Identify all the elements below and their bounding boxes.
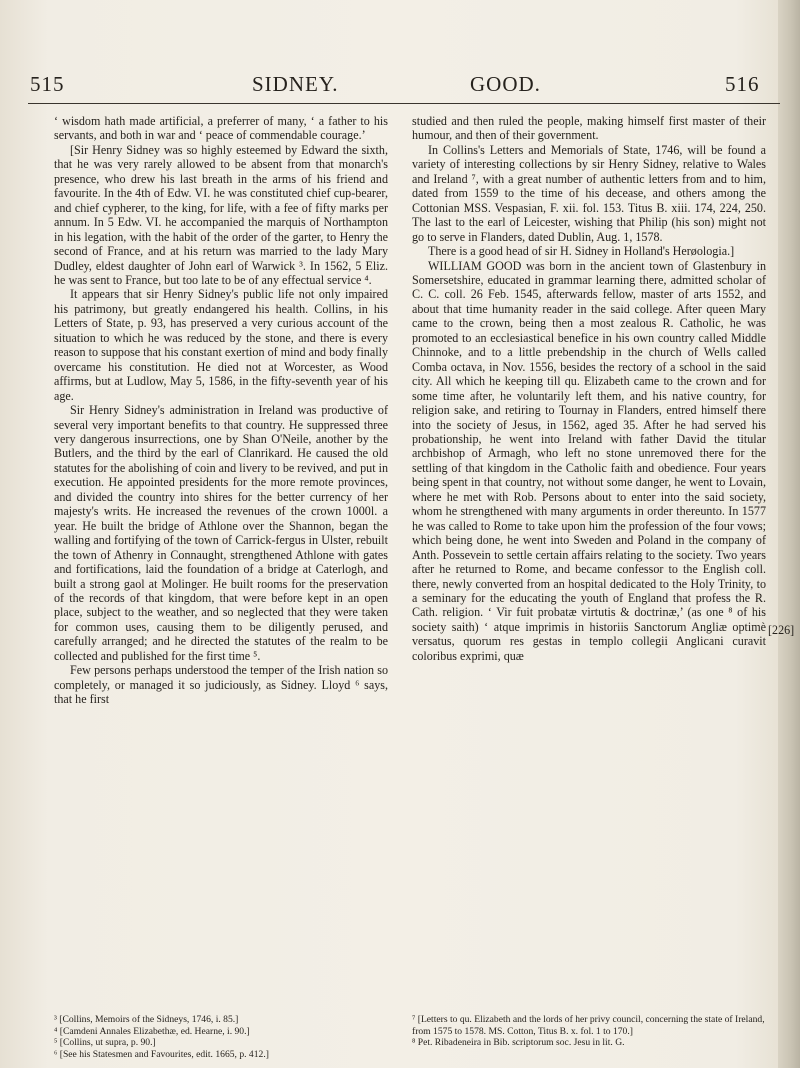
footnote: ⁵ [Collins, ut supra, p. 90.] (54, 1037, 156, 1049)
paragraph: Sir Henry Sidney's administration in Ireland was productive of several very important benefits to that country. He suppressed three very dangerous insurrections, one by Shan O'Neile, another by the Butlers, and the third by the earl of Clanrikard. He caused the old statutes for the abolishing of coin and livery to be revived, and put in execution. He appointed presidents for the more remote provinces, and divided the country into shires for the better currency of her majesty's writs. He increased the revenues of the crown 1000l. a year. He built the bridge of Athlone over the Shannon, began the walling and fortifying of the town of Carrick-fergus in Ulster, rebuilt the town of Athenry in Connaught, strengthened Athlone with gates and fortifications, laid the foundation of a bridge at Caterlogh, and built a strong gaol at Molinger. He built rooms for the preservation of the records of that kingdom, that were before kept in an open place, subject to the weather, and so neglected that they were taken for common uses, causing them to be diligently perused, and carefully arranged; and he directed the statutes of the realm to be collected and published for the first time ⁵. (54, 403, 388, 663)
page-number-left: 515 (30, 72, 65, 96)
paragraph: [Sir Henry Sidney was so highly esteemed by Edward the sixth, that he was very rarely allowed to be absent from that monarch's presence, who drew his last breath in the arms of his friend and favourite. In the 4th of Edw. VI. he was constituted chief cup-bearer, and chief cypherer, to the king, for life, with a fee of fifty marks per annum. In 5 Edw. VI. he accompanied the marquis of Northampton in his legation, with the habit of the order of the garter, to Henry the second of France, and at his return was married to the lady Mary Dudley, eldest daughter of John earl of Warwick ³. In 1562, 5 Eliz. he was sent to France, but too late to be of any effectual service ⁴. (54, 142, 388, 287)
page-number-right: 516 (725, 72, 760, 96)
running-header (0, 72, 800, 102)
footnotes-right (412, 1014, 766, 1049)
margin-page-reference: [226] (768, 623, 795, 637)
running-head-left: SIDNEY. (252, 72, 339, 96)
paragraph: It appears that sir Henry Sidney's public life not only impaired his patrimony, but greatly endangered his health. Collins, in his Letters of State, p. 93, has preserved a very curious account of the situation to which he was reduced by the stone, and there is every reason to suppose that his constant exertion of mind and body finally overcame his constitution. He died not at Worcester, as Wood affirms, but at Ludlow, May 5, 1586, in the fifty-seventh year of his age. (54, 287, 388, 403)
footnote: ⁷ [Letters to qu. Elizabeth and the lords of her privy council, concerning the state of Ireland, from 1575 to 1578. MS. Cotton, Titus B. x. fol. 1 to 170.] (412, 1014, 765, 1037)
footnotes-left (54, 1014, 388, 1060)
footnote: ³ [Collins, Memoirs of the Sidneys, 1746, i. 85.] (54, 1014, 239, 1025)
paragraph: There is a good head of sir H. Sidney in Holland's Herøologia.] (428, 244, 735, 259)
header-rule (28, 103, 780, 104)
paragraph: In Collins's Letters and Memorials of State, 1746, will be found a variety of interesting collections by sir Henry Sidney, relative to Wales and Ireland ⁷, with a great number of authentic letters from and to him, dated from 1559 to the time of his decease, and others among the Cottonian MSS. Vespasian, F. xii. fol. 153. Titus B. xiii. 174, 224, 250. The last to the earl of Leicester, wishing that Philip (his son) might not go to serve in Flanders, dated Dublin, Aug. 1, 1578. (412, 142, 766, 244)
footnote: ⁴ [Camdeni Annales Elizabethæ, ed. Hearne, i. 90.] (54, 1025, 250, 1037)
paragraph: WILLIAM GOOD was born in the ancient town of Glastenbury in Somersetshire, educated in grammar learning there, admitted scholar of C. C. coll. 26 Feb. 1545, afterwards fellow, master of arts 1552, and about that time humanity reader in the said college. After queen Mary came to the crown, being then a most zealous R. Catholic, he was promoted to an ecclesiastical benefice in his own country called Middle Chinnoke, and to a little prebendship in the church of Wells called Comba octava, in Nov. 1556, besides the rectory of a school in the said city. All which he keeping till qu. Elizabeth came to the crown and for some time after, he voluntarily left them, and his native country, for religion sake, and retiring to Tournay in Flanders, entred himself there into the society of Jesus, in 1562, aged 35. After he had served his probationship, he went into Ireland with father David the titular archbishop of Armagh, who left no stone unremoved there for the settling of that kingdom in the Catholic faith and obedience. Four years being spent in that country, not without some danger, he went to Lovain, where he met with Rob. Persons about to enter into the said society, whom he strengthened with many arguments in order thereunto. In 1577 he was called to Rome to take upon him the profession of the four vows; which being done, he went into Sweden and Poland in the company of Anth. Possevein to settle certain affairs relating to the society. Two years after he returned to Rome, and became confessor to the English coll. there, newly converted from an hospital dedicated to the Holy Trinity, to a seminary for the educating the youth of England that profess the R. Cath. religion. ‘ Vir fuit probatæ virtutis & doctrinæ,’ (as one ⁸ of his society saith) ‘ atque imprimis in historiis Sanctorum Angliæ optimè versatus, quorum res gestas in templo collegii Anglicani curavit coloribus exprimi, quæ (412, 258, 766, 663)
footnote: ⁸ Pet. Ribadeneira in Bib. scriptorum soc. Jesu in lit. G. (412, 1037, 625, 1049)
paragraph: Few persons perhaps understood the temper of the Irish nation so completely, or managed it so judiciously, as Sidney. Lloyd ⁶ says, that he first (54, 663, 388, 707)
footnote: ⁶ [See his Statesmen and Favourites, edit. 1665, p. 412.] (54, 1048, 269, 1060)
left-column (54, 114, 388, 707)
paragraph: studied and then ruled the people, making himself first master of their humour, and then of their government. (412, 114, 766, 143)
page-edge (778, 0, 800, 1068)
paragraph: ‘ wisdom hath made artificial, a preferrer of many, ‘ a father to his servants, and both in war and ‘ peace of commendable courage.’ (54, 114, 388, 143)
right-column (412, 114, 766, 663)
running-head-right: GOOD. (470, 72, 541, 96)
